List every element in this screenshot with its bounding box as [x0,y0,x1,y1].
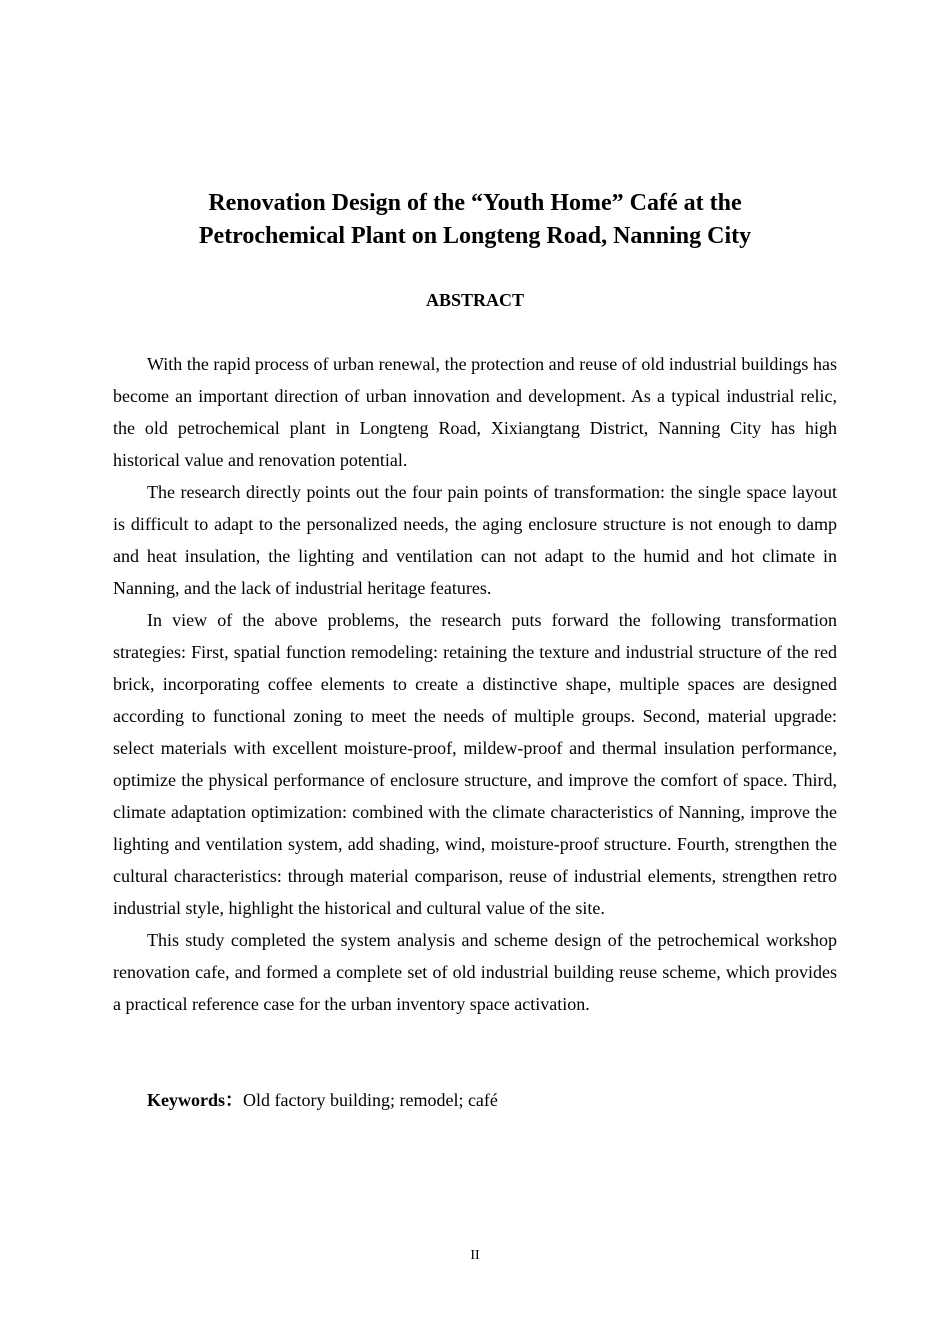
keywords-value: Old factory building; remodel; café [243,1090,498,1110]
abstract-paragraph-2: The research directly points out the four pain points of transformation: the single space layout is difficult to adapt to the personalized needs, the aging enclosure structure is not enough to damp and heat insulation, the lighting and ventilation can not adapt to the humid and hot climate in Nanning, and the lack of industrial heritage features. [113,482,837,598]
abstract-paragraph-3: In view of the above problems, the research puts forward the following transformation strategies: First, spatial function remodeling: retaining the texture and industrial structure of the red brick, incorporating coffee elements to create a distinctive shape, multiple spaces are designed according to functional zoning to meet the needs of multiple groups. Second, material upgrade: select materials with excellent moisture-proof, mildew-proof and thermal insulation performance, optimize the physical performance of enclosure structure, and improve the comfort of space. Third, climate adaptation optimization: combined with the climate characteristics of Nanning, improve the lighting and ventilation system, add shading, wind, moisture-proof structure. Fourth, strengthen the cultural characteristics: through material comparison, reuse of industrial elements, strengthen retro industrial style, highlight the historical and cultural value of the site. [113,610,837,918]
title-line-2: Petrochemical Plant on Longteng Road, Nanning City [198,223,752,249]
keywords-line [113,1084,837,1116]
paper-title [113,187,837,253]
abstract-heading: ABSTRACT [425,290,525,310]
abstract-paragraph-1: With the rapid process of urban renewal, the protection and reuse of old industrial buildings has become an important direction of urban innovation and development. As a typical industrial relic, the old petrochemical plant in Longteng Road, Xixiangtang District, Nanning City has high historical value and renovation potential. [113,354,837,470]
abstract-paragraph-4: This study completed the system analysis and scheme design of the petrochemical workshop renovation cafe, and formed a complete set of old industrial building reuse scheme, which provides a practical reference case for the urban inventory space activation. [113,930,837,1014]
abstract-body [113,348,837,1020]
page-number: II [470,1248,480,1263]
keywords-label: Keywords： [147,1090,243,1110]
title-line-1: Renovation Design of the “Youth Home” Café at the [208,190,742,216]
